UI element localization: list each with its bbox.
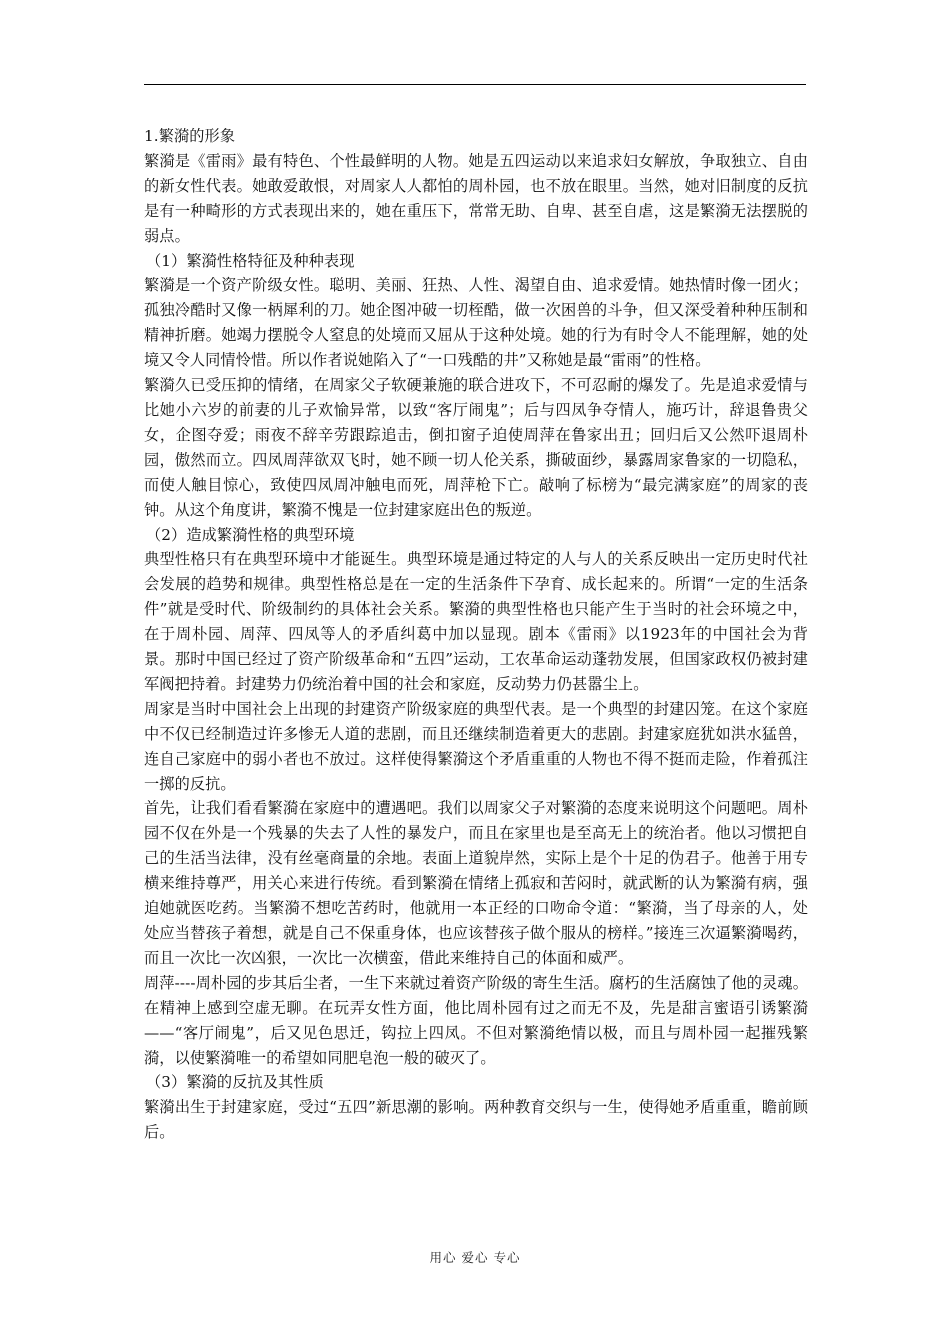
paragraph: 繁漪是一个资产阶级女性。聪明、美丽、狂热、人性、渴望自由、追求爱情。她热情时像一团火；孤独冷酷时又像一柄犀利的刀。她企图冲破一切桎酷，做一次困兽的斗争，但又深受着种种压制和精神折磨。她竭力摆脱令人窒息的处境而又屈从于这种处境。她的行为有时令人不能理解，她的处境又令人同情怜惜。所以作者说她陷入了“一口残酷的井”又称她是最“雷雨”的性格。: [144, 276, 808, 370]
subsection-heading: （2）造成繁漪性格的典型环境: [146, 525, 355, 544]
paragraph: 首先，让我们看看繁漪在家庭中的遭遇吧。我们以周家父子对繁漪的态度来说明这个问题吧。周朴园不仅在外是一个残暴的失去了人性的暴发户，而且在家里也是至高无上的统治者。他以习惯把自己的生活当法律，没有丝毫商量的余地。表面上道貌岸然，实际上是个十足的伪君子。他善于用专横来维持尊严，用关心来进行传统。看到繁漪在情绪上孤寂和苦闷时，就武断的认为繁漪有病，强迫她就医吃药。当繁漪不想吃苦药时，他就用一本正经的口吻命令道：“繁漪，当了母亲的人，处处应当替孩子着想，就是自己不保重身体，也应该替孩子做个服从的榜样。”接连三次逼繁漪喝药，而且一次比一次凶狠，一次比一次横蛮，借此来维持自己的体面和威严。: [144, 799, 808, 967]
paragraph: 繁漪是《雷雨》最有特色、个性最鲜明的人物。她是五四运动以来追求妇女解放，争取独立、自由的新女性代表。她敢爱敢恨，对周家人人都怕的周朴园，也不放在眼里。当然，她对旧制度的反抗是有一种畸形的方式表现出来的，她在重压下，常常无助、自卑、甚至自虐，这是繁漪无法摆脱的弱点。: [144, 151, 808, 245]
section-heading: 1.繁漪的形象: [144, 127, 236, 145]
paragraph: 周家是当时中国社会上出现的封建资产阶级家庭的典型代表。是一个典型的封建囚笼。在这个家庭中不仅已经制造过许多惨无人道的悲剧，而且还继续制造着更大的悲剧。封建家庭犹如洪水猛兽，连自己家庭中的弱小者也不放过。这样使得繁漪这个矛盾重重的人物也不得不挺而走险，作着孤注一掷的反抗。: [144, 699, 808, 793]
header-rule: [144, 84, 806, 85]
subsection-heading: （1）繁漪性格特征及种种表现: [146, 251, 355, 270]
paragraph: 周萍----周朴园的步其后尘者，一生下来就过着资产阶级的寄生生活。腐朽的生活腐蚀了他的灵魂。在精神上感到空虚无聊。在玩弄女性方面，他比周朴园有过之而无不及，先是甜言蜜语引诱繁漪——“客厅闹鬼”，后又见色思迁，钩拉上四凤。不但对繁漪绝情以极，而且与周朴园一起摧残繁漪，以使繁漪唯一的希望如同肥皂泡一般的破灭了。: [144, 973, 808, 1067]
paragraph: 典型性格只有在典型环境中才能诞生。典型环境是通过特定的人与人的关系反映出一定历史时代社会发展的趋势和规律。典型性格总是在一定的生活条件下孕育、成长起来的。所谓“一定的生活条件”就是受时代、阶级制约的具体社会关系。繁漪的典型性格也只能产生于当时的社会环境之中，在于周朴园、周萍、四凤等人的矛盾纠葛中加以显现。剧本《雷雨》以1923年的中国社会为背景。那时中国已经过了资产阶级革命和“五四”运动，工农革命运动蓬勃发展，但国家政权仍被封建军阀把持着。封建势力仍统治着中国的社会和家庭，反动势力仍甚嚣尘上。: [144, 550, 808, 693]
subsection-heading: （3）繁漪的反抗及其性质: [146, 1073, 324, 1092]
page-footer: 用心 爱心 专心: [429, 1250, 521, 1265]
paragraph: 繁漪久已受压抑的情绪，在周家父子软硬兼施的联合进攻下，不可忍耐的爆发了。先是追求爱情与比她小六岁的前妻的儿子欢愉异常，以致“客厅闹鬼”；后与四凤争夺情人，施巧计，辞退鲁贵父女，企图夺爱；雨夜不辞辛劳跟踪追击，倒扣窗子迫使周萍在鲁家出丑；回归后又公然吓退周朴园，傲然而立。四凤周萍欲双飞时，她不顾一切人伦关系，撕破面纱，暴露周家鲁家的一切隐私，而使人触目惊心，致使四凤周冲触电而死，周萍枪下亡。敲响了标榜为“最完满家庭”的周家的丧钟。从这个角度讲，繁漪不愧是一位封建家庭出色的叛逆。: [144, 376, 808, 519]
paragraph: 繁漪出生于封建家庭，受过“五四”新思潮的影响。两种教育交织与一生，使得她矛盾重重，瞻前顾后。: [144, 1098, 808, 1142]
document-body: [144, 124, 808, 1145]
